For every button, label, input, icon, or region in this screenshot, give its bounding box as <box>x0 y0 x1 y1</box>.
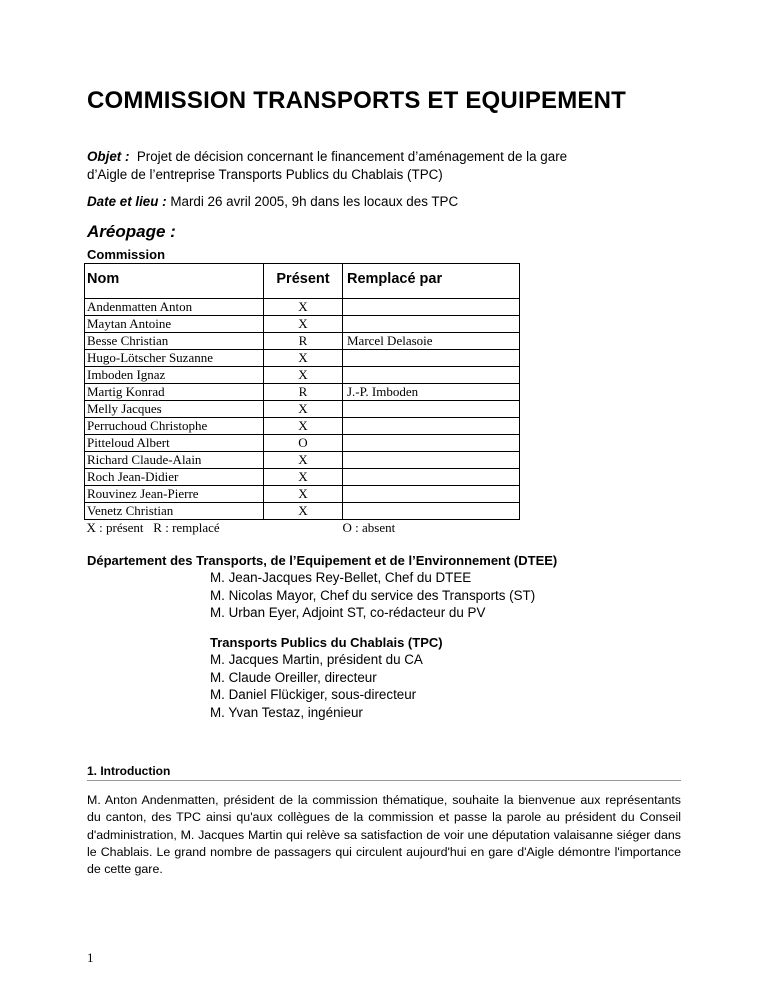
member-present: R <box>264 384 343 401</box>
legend-present-replaced: X : présent R : remplacé <box>86 520 220 535</box>
introduction-heading: 1. Introduction <box>87 764 681 781</box>
member-present: X <box>264 469 343 486</box>
member-name: Andenmatten Anton <box>85 299 264 316</box>
member-name: Rouvinez Jean-Pierre <box>85 486 264 503</box>
table-row <box>85 452 520 469</box>
member-replaced-by <box>343 350 520 367</box>
member-name: Maytan Antoine <box>85 316 264 333</box>
header-present: Présent <box>264 264 343 295</box>
member-name: Melly Jacques <box>85 401 264 418</box>
table-row <box>85 418 520 435</box>
date-label: Date et lieu : <box>87 194 167 209</box>
member-present: X <box>264 367 343 384</box>
member-replaced-by <box>343 503 520 520</box>
member-present: R <box>264 333 343 350</box>
member-replaced-by <box>343 486 520 503</box>
member-present: X <box>264 418 343 435</box>
member-name: Imboden Ignaz <box>85 367 264 384</box>
member-name: Hugo-Lötscher Suzanne <box>85 350 264 367</box>
member-replaced-by <box>343 469 520 486</box>
tpc-member: M. Daniel Flückiger, sous-directeur <box>210 687 417 703</box>
member-present: O <box>264 435 343 452</box>
objet-text-line2: d’Aigle de l’entreprise Transports Publics du Chablais (TPC) <box>87 167 443 182</box>
tpc-member: M. Claude Oreiller, directeur <box>210 669 377 685</box>
introduction-text: M. Anton Andenmatten, président de la commission thématique, souhaite la bienvenue aux représentants du canton, des TPC ainsi qu'aux collègues de la commission et passe la parole au président du Conseil d'administration, M. Jacques Martin qui relève sa satisfaction de voir une députation valaisanne siéger dans le Chablais. Le grand nombre de passagers qui circulent aujourd'hui en gare d'Aigle démontre l'importance de cette gare. <box>87 793 681 877</box>
tpc-heading: Transports Publics du Chablais (TPC) <box>210 635 443 650</box>
table-legend-row <box>85 520 520 537</box>
legend-absent: O : absent <box>342 520 396 535</box>
member-replaced-by: J.-P. Imboden <box>343 384 520 401</box>
member-replaced-by <box>343 418 520 435</box>
objet-label: Objet : <box>87 149 130 164</box>
member-present: X <box>264 316 343 333</box>
table-row <box>85 503 520 520</box>
member-present: X <box>264 503 343 520</box>
member-replaced-by <box>343 452 520 469</box>
member-replaced-by: Marcel Delasoie <box>343 333 520 350</box>
table-row <box>85 384 520 401</box>
table-row <box>85 401 520 418</box>
objet-text-line1: Projet de décision concernant le financement d’aménagement de la gare <box>129 149 568 164</box>
member-present: X <box>264 350 343 367</box>
member-name: Venetz Christian <box>85 503 264 520</box>
date-value: Mardi 26 avril 2005, 9h dans les locaux des TPC <box>166 194 459 209</box>
commission-table <box>84 263 520 536</box>
dtee-member: M. Nicolas Mayor, Chef du service des Transports (ST) <box>210 587 536 603</box>
page-number: 1 <box>87 950 94 965</box>
table-row <box>85 350 520 367</box>
dtee-member: M. Jean-Jacques Rey-Bellet, Chef du DTEE <box>210 570 472 585</box>
dtee-heading: Département des Transports, de l’Equipement et de l’Environnement (DTEE) <box>87 553 558 568</box>
member-present: X <box>264 401 343 418</box>
member-name: Pitteloud Albert <box>85 435 264 452</box>
objet-paragraph <box>87 148 567 184</box>
document-title: COMMISSION TRANSPORTS ET EQUIPEMENT <box>87 87 627 114</box>
member-name: Martig Konrad <box>85 384 264 401</box>
table-header-row <box>85 264 520 295</box>
date-paragraph <box>87 193 458 211</box>
table-row <box>85 469 520 486</box>
member-present: X <box>264 299 343 316</box>
table-row <box>85 435 520 452</box>
member-present: X <box>264 452 343 469</box>
tpc-member: M. Yvan Testaz, ingénieur <box>210 704 363 720</box>
member-replaced-by <box>343 316 520 333</box>
member-replaced-by <box>343 435 520 452</box>
table-row <box>85 333 520 350</box>
member-name: Besse Christian <box>85 333 264 350</box>
member-replaced-by <box>343 367 520 384</box>
tpc-member: M. Jacques Martin, président du CA <box>210 652 423 667</box>
member-name: Perruchoud Christophe <box>85 418 264 435</box>
dtee-member: M. Urban Eyer, Adjoint ST, co-rédacteur du PV <box>210 605 486 621</box>
table-row <box>85 486 520 503</box>
header-remplace: Remplacé par <box>343 264 520 295</box>
member-replaced-by <box>343 401 520 418</box>
member-present: X <box>264 486 343 503</box>
member-name: Roch Jean-Didier <box>85 469 264 486</box>
member-name: Richard Claude-Alain <box>85 452 264 469</box>
member-replaced-by <box>343 299 520 316</box>
header-nom: Nom <box>85 264 264 295</box>
commission-label: Commission <box>87 247 166 262</box>
table-row <box>85 299 520 316</box>
table-row <box>85 316 520 333</box>
dtee-members <box>210 569 535 622</box>
tpc-members <box>210 651 423 721</box>
areopage-heading: Aréopage : <box>87 222 176 241</box>
table-row <box>85 367 520 384</box>
